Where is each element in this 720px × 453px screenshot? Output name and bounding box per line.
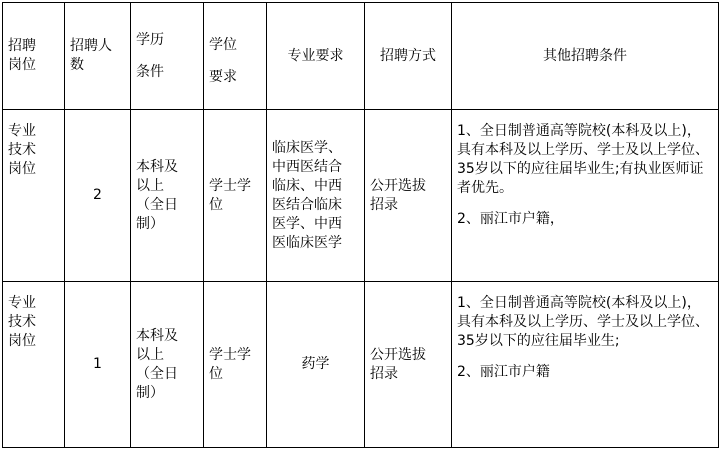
cell-count: 2 — [65, 110, 131, 282]
header-position: 招聘 岗位 — [3, 3, 65, 110]
condition-item: 1、全日制普通高等院校(本科及以上)，具有本科及以上学历、学士及以上学位、35岁以下的应往届毕业生;有执业医师证者优先。 — [457, 123, 709, 196]
header-education: 学历 条件 — [131, 3, 204, 110]
condition-item: 1、全日制普通高等院校(本科及以上)，具有本科及以上学历、学士及以上学位、35岁以下的应往届毕业生; — [457, 295, 709, 349]
header-count: 招聘人 数 — [65, 3, 131, 110]
cell-education: 本科及 以上 （全日 制） — [131, 282, 204, 448]
cell-other-conditions — [452, 282, 719, 448]
cell-position: 专业 技术 岗位 — [3, 282, 65, 448]
recruitment-table — [2, 2, 719, 448]
cell-method: 公开选拔 招录 — [365, 110, 452, 282]
cell-degree: 学士学 位 — [204, 110, 267, 282]
cell-degree: 学士学 位 — [204, 282, 267, 448]
table-row — [3, 282, 719, 448]
cell-major: 药学 — [267, 282, 365, 448]
header-method: 招聘方式 — [365, 3, 452, 110]
cell-position: 专业 技术 岗位 — [3, 110, 65, 282]
cell-education: 本科及 以上 （全日 制） — [131, 110, 204, 282]
cell-count: 1 — [65, 282, 131, 448]
condition-item: 2、丽江市户籍， — [457, 211, 564, 227]
cell-other-conditions — [452, 110, 719, 282]
cell-method: 公开选拔 招录 — [365, 282, 452, 448]
header-degree: 学位 要求 — [204, 3, 267, 110]
header-other-conditions: 其他招聘条件 — [452, 3, 719, 110]
header-row — [3, 3, 719, 110]
header-major: 专业要求 — [267, 3, 365, 110]
cell-major: 临床医学、 中西医结合 临床、中西 医结合临床 医学、中西 医临床医学 — [267, 110, 365, 282]
condition-item: 2、丽江市户籍 — [457, 364, 550, 380]
table-row — [3, 110, 719, 282]
